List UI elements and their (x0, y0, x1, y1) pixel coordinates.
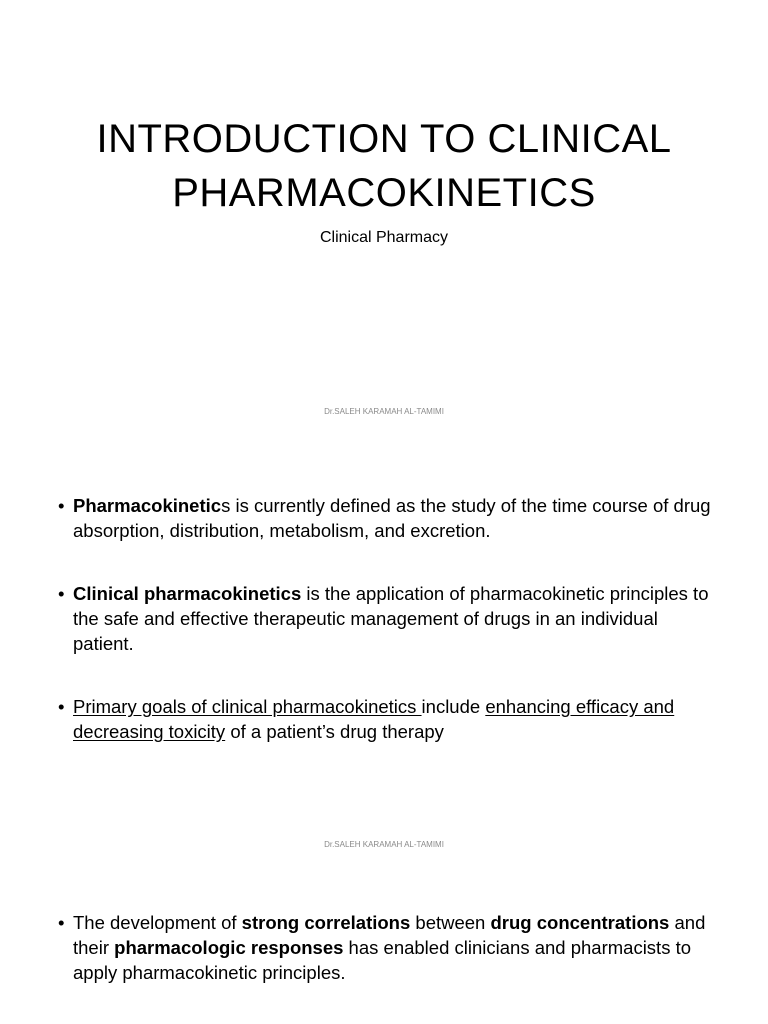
slide-title (0, 112, 768, 220)
s3-text-1: The development of (73, 912, 242, 933)
bullet3-text: of a patient’s drug therapy (225, 721, 444, 742)
bullet3-underline-1: Primary goals of clinical pharmacokinetics (73, 696, 422, 717)
bullet-pharmacokinetics-definition (58, 493, 718, 543)
bullet2-bold: Clinical pharmacokinetics (73, 583, 302, 604)
title-line-1: INTRODUCTION TO CLINICAL (96, 117, 672, 161)
bullet2-text: is the application of pharmacokinetic principles to the safe and effective therapeutic management of drugs in an individual patient. (73, 583, 709, 654)
s3-text-2: between (410, 912, 491, 933)
bullet3-mid: include (421, 696, 486, 717)
s3-text-4: has enabled clinicians and pharmacists to apply pharmacokinetic principles. (73, 937, 692, 983)
bullet1-bold: Pharmacokinetic (73, 495, 222, 516)
bullet1-text: s is currently defined as the study of the time course of drug absorption, distribution, metabolism, and excretion. (73, 495, 711, 541)
slide2-footer: Dr.SALEH KARAMAH AL-TAMIMI (324, 840, 444, 849)
bullet-clinical-pharmacokinetics (58, 581, 718, 656)
s3-bold-2: drug concentrations (490, 912, 670, 933)
bullet3-underline-2: enhancing efficacy and decreasing toxicity (73, 696, 675, 742)
bullet-primary-goals (58, 694, 718, 744)
s3-text-3: and their (73, 912, 706, 958)
s3-bold-1: strong correlations (241, 912, 411, 933)
title-line-2: PHARMACOKINETICS (172, 171, 596, 215)
slide2-bullet-list (58, 493, 718, 744)
s3-bold-3: pharmacologic responses (114, 937, 344, 958)
slide1-footer: Dr.SALEH KARAMAH AL-TAMIMI (324, 407, 444, 416)
bullet-strong-correlations (58, 910, 718, 985)
slide-subtitle: Clinical Pharmacy (319, 229, 449, 246)
slide3-bullet-list (58, 910, 718, 985)
